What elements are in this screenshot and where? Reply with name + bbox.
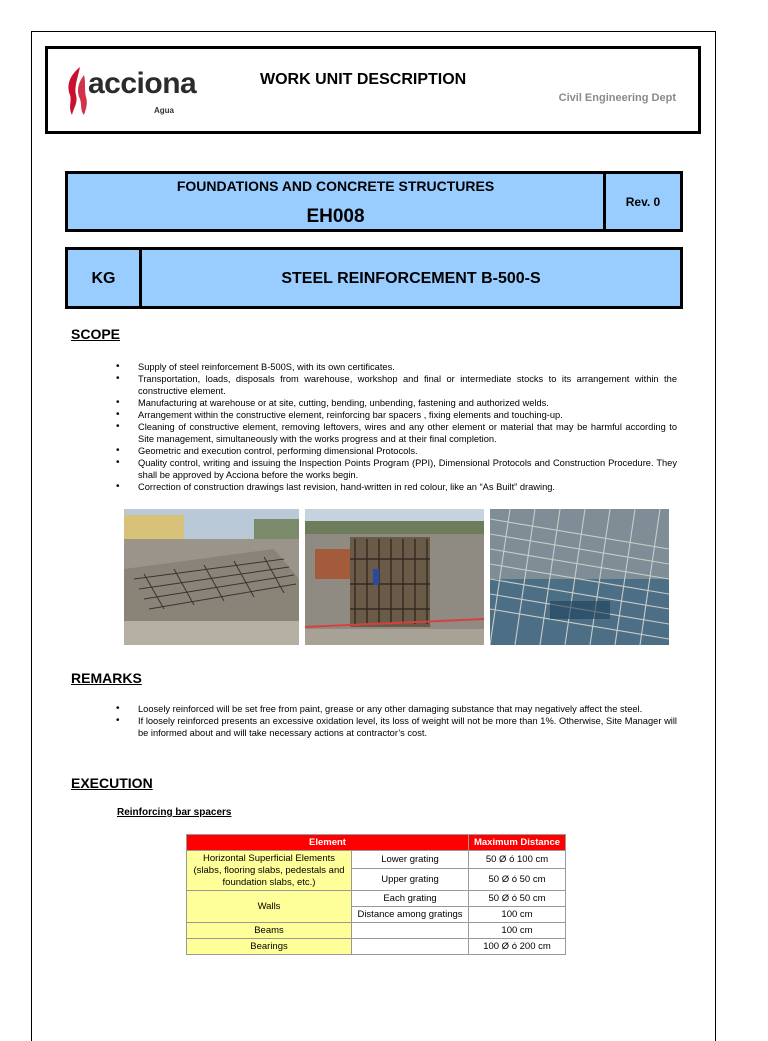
document-header: [45, 46, 701, 134]
remarks-heading: REMARKS: [71, 670, 142, 686]
list-item: • Correction of construction drawings last revision, hand-written in red colour, like an “As Built” drawing.: [116, 481, 677, 493]
unit-label: KG: [91, 270, 116, 287]
table-row: [187, 939, 566, 955]
cell-bearings: Bearings: [187, 939, 352, 955]
cell-each-dist: 50 Ø ó 50 cm: [469, 891, 566, 907]
photo-rebar-cage: [305, 509, 484, 645]
header-element: Element: [187, 835, 469, 851]
list-item: • Arrangement within the constructive element, reinforcing bar spacers , fixing elements and touching-up.: [116, 409, 677, 421]
cell-lower: Lower grating: [352, 851, 469, 869]
scope-heading: SCOPE: [71, 326, 121, 342]
list-item: • Cleaning of constructive element, removing leftovers, wires and any other element or material that may be harmful according to Site management, simultaneously with the works progress and at their final completion.: [116, 421, 677, 445]
section-title: FOUNDATIONS AND CONCRETE STRUCTURES: [176, 178, 495, 194]
list-item: • Geometric and execution control, performing dimensional Protocols.: [116, 445, 677, 457]
document-title: WORK UNIT DESCRIPTION: [260, 71, 467, 88]
revision-label: Rev. 0: [625, 195, 661, 209]
photo-rebar-slab: [124, 509, 299, 645]
cell-upper: Upper grating: [352, 869, 469, 891]
spacers-table: [186, 834, 566, 955]
acciona-logo: [62, 63, 197, 119]
cell-each: Each grating: [352, 891, 469, 907]
list-item: • Manufacturing at warehouse or at site, cutting, bending, unbending, fastening and authorized welds.: [116, 397, 677, 409]
photo-rebar-mesh: [490, 509, 669, 645]
table-row: [187, 851, 566, 869]
list-item: • Quality control, writing and issuing the Inspection Points Program (PPI), Dimensional Protocols and Construction Procedure. They shall be approved by Acciona before the works begin.: [116, 457, 677, 481]
cell-horizontal: Horizontal Superficial Elements (slabs, flooring slabs, pedestals and foundation slabs, etc.): [187, 851, 352, 891]
logo-subtitle: Agua: [154, 106, 174, 115]
list-item: • Supply of steel reinforcement B-500S, with its own certificates.: [116, 361, 677, 373]
execution-heading: EXECUTION: [71, 775, 153, 791]
cell-among-dist: 100 cm: [469, 907, 566, 923]
cell-bearings-empty: [352, 939, 469, 955]
header-distance: Maximum Distance: [469, 835, 566, 851]
list-item: • Transportation, loads, disposals from warehouse, workshop and final or intermediate stocks to its arrangement within the constructive element.: [116, 373, 677, 397]
table-header-row: [187, 835, 566, 851]
cell-among: Distance among gratings: [352, 907, 469, 923]
table-row: [187, 923, 566, 939]
list-item: • Loosely reinforced will be set free from paint, grease or any other damaging substance that may negatively affect the steel.: [116, 703, 677, 715]
section-code: EH008: [306, 206, 365, 227]
unit-box: [65, 247, 683, 309]
cell-walls: Walls: [187, 891, 352, 923]
unit-title: STEEL REINFORCEMENT B-500-S: [281, 270, 541, 287]
table-row: [187, 891, 566, 907]
cell-upper-dist: 50 Ø ó 50 cm: [469, 869, 566, 891]
list-item: • If loosely reinforced presents an excessive oxidation level, its loss of weight will not be more than 1%. Otherwise, Site Manager will be informed about and will take necessary actions at contractor’s cost.: [116, 715, 677, 739]
cell-lower-dist: 50 Ø ó 100 cm: [469, 851, 566, 869]
cell-beams: Beams: [187, 923, 352, 939]
spacers-subheading: Reinforcing bar spacers: [117, 807, 232, 818]
cell-beams-empty: [352, 923, 469, 939]
cell-bearings-dist: 100 Ø ó 200 cm: [469, 939, 566, 955]
cell-beams-dist: 100 cm: [469, 923, 566, 939]
scope-list: [116, 361, 677, 493]
section-box: [65, 171, 683, 232]
department-name: Civil Engineering Dept: [558, 92, 676, 104]
remarks-list: [116, 703, 677, 739]
logo-wordmark: acciona: [88, 67, 197, 100]
